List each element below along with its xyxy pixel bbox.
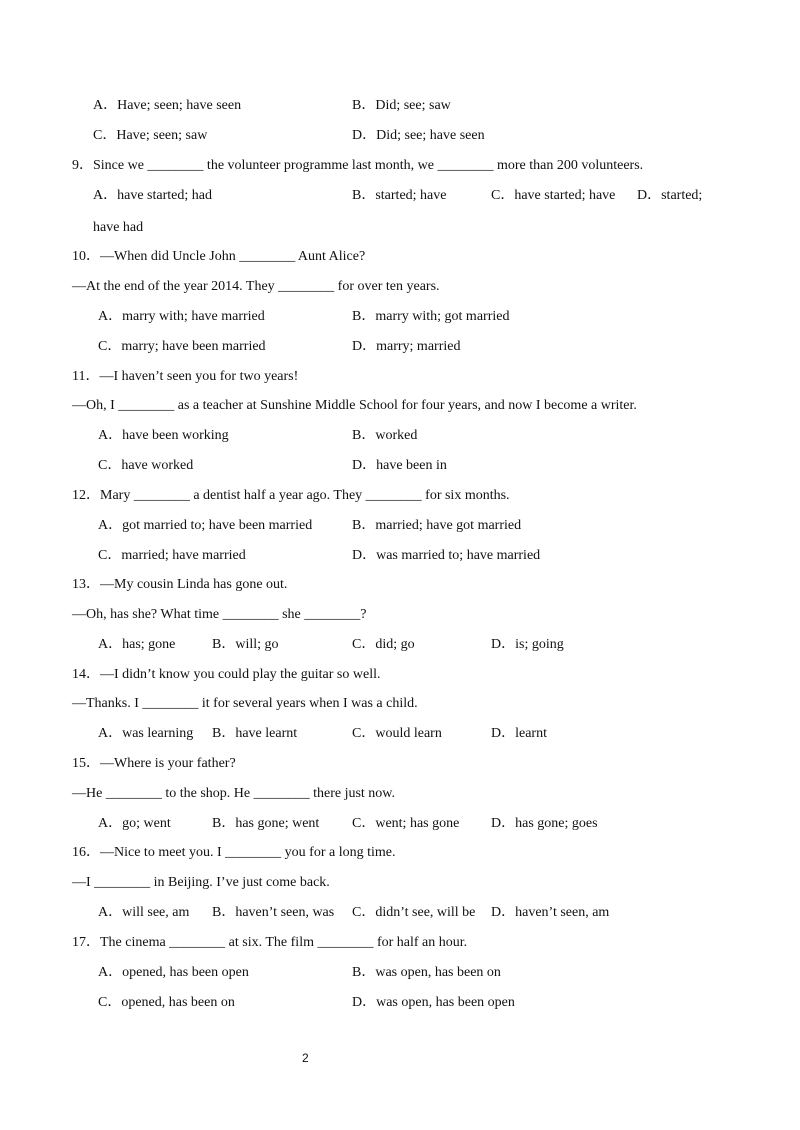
option-16b[interactable]: B．haven’t seen, was (212, 905, 335, 920)
option-15c[interactable]: C．went; has gone (352, 816, 460, 831)
option-13d[interactable]: D．is; going (491, 637, 564, 652)
option-11b[interactable]: B．worked (352, 428, 418, 443)
option-11c[interactable]: C．have worked (98, 458, 194, 473)
option-10a[interactable]: A．marry with; have married (98, 309, 265, 324)
option-10c[interactable]: C．marry; have been married (98, 339, 266, 354)
question-10-reply: —At the end of the year 2014. They ________ for over ten years. (72, 279, 440, 294)
option-12d[interactable]: D．was married to; have married (352, 548, 541, 563)
option-15a[interactable]: A．go; went (98, 816, 171, 831)
question-11-reply: —Oh, I ________ as a teacher at Sunshine Middle School for four years, and now I become a writer. (72, 398, 637, 413)
option-16c[interactable]: C．didn’t see, will be (352, 905, 476, 920)
option-15b[interactable]: B．has gone; went (212, 816, 320, 831)
question-13-stem: 13．—My cousin Linda has gone out. (72, 577, 288, 592)
option-8d[interactable]: D．Did; see; have seen (352, 128, 485, 143)
option-11a[interactable]: A．have been working (98, 428, 229, 443)
option-17d[interactable]: D．was open, has been open (352, 995, 515, 1010)
option-13a[interactable]: A．has; gone (98, 637, 176, 652)
option-14c[interactable]: C．would learn (352, 726, 442, 741)
question-14-stem: 14．—I didn’t know you could play the guitar so well. (72, 667, 381, 682)
option-9c[interactable]: C．have started; have (491, 188, 616, 203)
option-17b[interactable]: B．was open, has been on (352, 965, 501, 980)
option-9d-continuation: have had (93, 220, 144, 235)
question-16-stem: 16．—Nice to meet you. I ________ you for a long time. (72, 845, 396, 860)
question-13-reply: —Oh, has she? What time ________ she ________? (72, 607, 367, 622)
option-14d[interactable]: D．learnt (491, 726, 547, 741)
option-9a[interactable]: A．have started; had (93, 188, 212, 203)
option-13c[interactable]: C．did; go (352, 637, 415, 652)
option-10b[interactable]: B．marry with; got married (352, 309, 510, 324)
question-17-stem: 17．The cinema ________ at six. The film ________ for half an hour. (72, 935, 468, 950)
option-14b[interactable]: B．have learnt (212, 726, 298, 741)
option-8c[interactable]: C．Have; seen; saw (93, 128, 208, 143)
question-12-stem: 12．Mary ________ a dentist half a year ago. They ________ for six months. (72, 488, 510, 503)
option-17a[interactable]: A．opened, has been open (98, 965, 249, 980)
question-9-stem: 9．Since we ________ the volunteer programme last month, we ________ more than 200 volunteers. (72, 158, 644, 173)
option-15d[interactable]: D．has gone; goes (491, 816, 598, 831)
option-12a[interactable]: A．got married to; have been married (98, 518, 313, 533)
option-16d[interactable]: D．haven’t seen, am (491, 905, 610, 920)
option-9d[interactable]: D．started; (637, 188, 703, 203)
option-17c[interactable]: C．opened, has been on (98, 995, 235, 1010)
option-14a[interactable]: A．was learning (98, 726, 194, 741)
option-13b[interactable]: B．will; go (212, 637, 279, 652)
question-10-stem: 10．—When did Uncle John ________ Aunt Alice? (72, 249, 366, 264)
option-16a[interactable]: A．will see, am (98, 905, 190, 920)
option-12b[interactable]: B．married; have got married (352, 518, 522, 533)
option-11d[interactable]: D．have been in (352, 458, 447, 473)
question-16-reply: —I ________ in Beijing. I’ve just come back. (72, 875, 330, 890)
question-11-stem: 11．—I haven’t seen you for two years! (72, 369, 299, 384)
option-9b[interactable]: B．started; have (352, 188, 447, 203)
option-10d[interactable]: D．marry; married (352, 339, 461, 354)
question-15-stem: 15．—Where is your father? (72, 756, 236, 771)
page-number: 2 (302, 1051, 309, 1065)
option-8a[interactable]: A．Have; seen; have seen (93, 98, 242, 113)
option-12c[interactable]: C．married; have married (98, 548, 246, 563)
option-8b[interactable]: B．Did; see; saw (352, 98, 451, 113)
question-14-reply: —Thanks. I ________ it for several years when I was a child. (72, 696, 418, 711)
question-15-reply: —He ________ to the shop. He ________ there just now. (72, 786, 395, 801)
